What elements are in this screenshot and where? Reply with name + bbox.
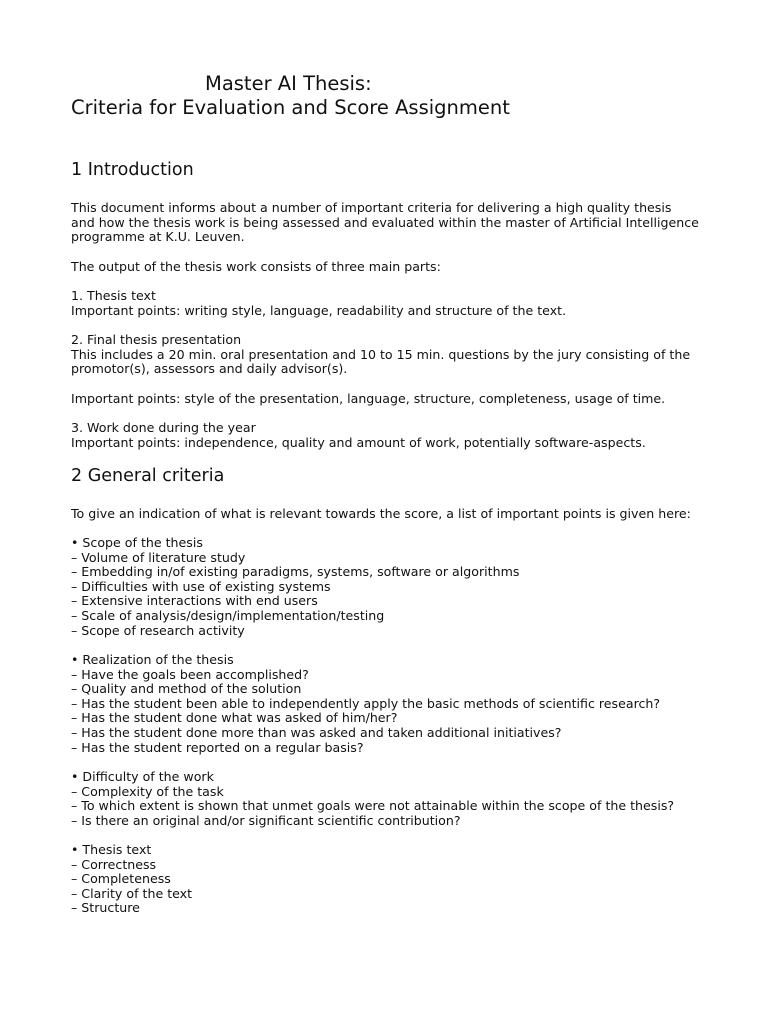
criteria-group-realization [71,653,660,755]
list-item: – Clarity of the text [71,885,193,901]
list-item: – Structure [71,900,140,916]
part-2-points [71,392,665,407]
list-item: – Has the student reported on a regular basis? [71,739,364,755]
output-paragraph [71,260,441,275]
list-item: – Scope of research activity [71,622,245,638]
list-item: – Extensive interactions with end users [71,593,318,609]
list-item: – Has the student been able to independently apply the basic methods of scientific research? [71,695,661,711]
list-item: – Have the goals been accomplished? [71,666,309,682]
section-heading-introduction: 1 Introduction [71,160,194,180]
text-line: To give an indication of what is relevant towards the score, a list of important points is given here: [71,506,691,521]
title-line-2: Criteria for Evaluation and Score Assignment [71,96,510,119]
list-item: • Realization of the thesis [71,652,234,667]
text-line: This document informs about a number of important criteria for delivering a high quality thesis [71,200,672,215]
list-item: – Quality and method of the solution [71,681,302,697]
text-line: and how the thesis work is being assessed and evaluated within the master of Artificial Intelligence [71,214,699,230]
list-item: – Embedding in/of existing paradigms, systems, software or algorithms [71,564,520,580]
list-item: – Complexity of the task [71,783,224,799]
criteria-group-scope [71,536,519,638]
criteria-group-thesis-text [71,843,192,916]
list-item: – Has the student done what was asked of him/her? [71,710,398,726]
list-item: • Thesis text [71,842,152,857]
text-line: Important points: writing style, language, readability and structure of the text. [71,302,567,318]
text-line: 1. Thesis text [71,288,156,303]
list-item: – Volume of literature study [71,549,246,565]
text-line: 3. Work done during the year [71,420,256,435]
criteria-group-difficulty [71,770,674,828]
list-item: – Correctness [71,856,157,872]
part-3 [71,421,646,450]
list-item: – Completeness [71,871,171,887]
criteria-lead [71,507,691,522]
list-item: • Scope of the thesis [71,535,203,550]
title-line-1: Master AI Thesis: [205,72,372,95]
list-item: – Has the student done more than was asked and taken additional initiatives? [71,724,562,740]
list-item: – Scale of analysis/design/implementation/testing [71,607,385,623]
intro-paragraph [71,201,699,245]
text-line: The output of the thesis work consists of three main parts: [71,259,441,274]
text-line: promotor(s), assessors and daily advisor(s). [71,361,348,377]
list-item: – To which extent is shown that unmet goals were not attainable within the scope of the thesis? [71,798,675,814]
list-item: – Is there an original and/or significant scientific contribution? [71,812,461,828]
section-heading-general-criteria: 2 General criteria [71,466,225,486]
text-line: 2. Final thesis presentation [71,332,242,347]
part-2 [71,333,690,377]
text-line: Important points: style of the presentation, language, structure, completeness, usage of time. [71,391,666,406]
text-line: programme at K.U. Leuven. [71,229,245,245]
part-1 [71,289,566,318]
text-line: Important points: independence, quality and amount of work, potentially software-aspects. [71,434,646,450]
list-item: – Difficulties with use of existing systems [71,578,331,594]
list-item: • Difficulty of the work [71,769,214,784]
document-title [71,72,510,120]
text-line: This includes a 20 min. oral presentation and 10 to 15 min. questions by the jury consisting of the [71,346,691,362]
